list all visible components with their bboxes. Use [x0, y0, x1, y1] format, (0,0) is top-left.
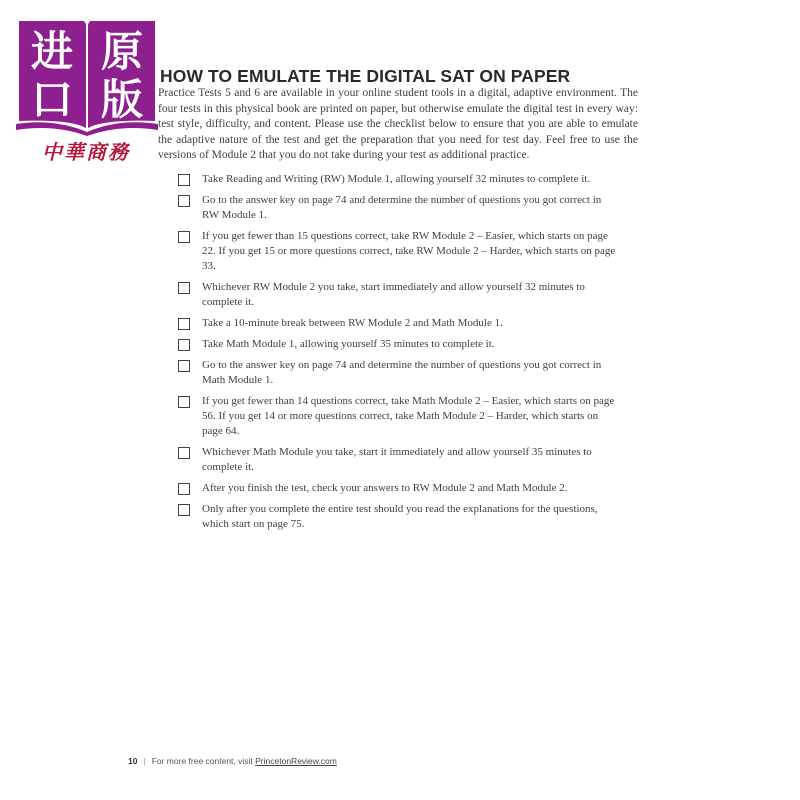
checklist-item — [178, 445, 618, 475]
checkbox[interactable] — [178, 339, 190, 351]
checklist-item-text: Take Reading and Writing (RW) Module 1, allowing yourself 32 minutes to complete it. — [202, 173, 591, 185]
checkbox[interactable] — [178, 360, 190, 372]
checklist-item-text: Whichever RW Module 2 you take, start immediately and allow yourself 32 minutes to complete it. — [202, 281, 585, 308]
footer-text: For more free content, visit — [151, 756, 256, 766]
checklist-item — [178, 316, 618, 331]
checklist-item-text: Take a 10-minute break between RW Module 2 and Math Module 1. — [202, 317, 503, 329]
page-footer — [128, 756, 337, 766]
badge-char: 原 — [100, 27, 144, 76]
checklist-item-text: If you get fewer than 14 questions correct, take Math Module 2 – Easier, which starts on page 56. If you get 14 or more questions correct, take Math Module 2 – Harder, which starts on page 64. — [202, 395, 615, 437]
checklist-item-text: Go to the answer key on page 74 and determine the number of questions you got correct in RW Module 1. — [202, 194, 602, 221]
checklist-item — [178, 358, 618, 388]
checklist-item-text: Go to the answer key on page 74 and determine the number of questions you got correct in Math Module 1. — [202, 359, 602, 386]
footer-link[interactable]: PrincetonReview.com — [255, 756, 337, 766]
checkbox[interactable] — [178, 195, 190, 207]
intro-paragraph: Practice Tests 5 and 6 are available in your online student tools in a digital, adaptive environment. The four tests in this physical book are printed on paper, but otherwise emulate the digital test in every way: test style, difficulty, and content. Please use the checklist below to ensure that you are able to emulate the adaptive nature of the test and get the preparation that you need for test day. Feel free to use the versions of Module 2 that you do not take during your test as additional practice. — [158, 87, 638, 161]
checkbox[interactable] — [178, 231, 190, 243]
checklist-item — [178, 337, 618, 352]
checklist-item — [178, 193, 618, 223]
checkbox[interactable] — [178, 174, 190, 186]
footer-separator: | — [143, 756, 146, 766]
checkbox[interactable] — [178, 282, 190, 294]
checklist-item — [178, 172, 618, 187]
open-book-logo-icon — [14, 14, 160, 136]
badge-char: 进 — [30, 27, 74, 76]
checklist-item — [178, 229, 618, 274]
checklist-item — [178, 502, 618, 532]
checklist-item — [178, 394, 618, 439]
checklist-item-text: Whichever Math Module you take, start it immediately and allow yourself 35 minutes to complete it. — [202, 446, 592, 473]
page-title: HOW TO EMULATE THE DIGITAL SAT ON PAPER — [160, 66, 571, 86]
checklist — [178, 172, 618, 538]
checkbox[interactable] — [178, 483, 190, 495]
checkbox[interactable] — [178, 318, 190, 330]
checkbox[interactable] — [178, 447, 190, 459]
checkbox[interactable] — [178, 504, 190, 516]
badge-char: 口 — [30, 75, 74, 124]
badge-subtitle: 中華商務 — [42, 140, 130, 164]
badge-char: 版 — [100, 75, 144, 124]
checkbox[interactable] — [178, 396, 190, 408]
checklist-item-text: Take Math Module 1, allowing yourself 35 minutes to complete it. — [202, 338, 495, 350]
import-original-badge — [14, 14, 160, 136]
checklist-item-text: If you get fewer than 15 questions correct, take RW Module 2 – Easier, which starts on page 22. If you get 15 or more questions correct, take RW Module 2 – Harder, which starts on page 33. — [202, 230, 616, 272]
checklist-item — [178, 481, 618, 496]
checklist-item-text: Only after you complete the entire test should you read the explanations for the questions, which start on page 75. — [202, 503, 598, 530]
checklist-item-text: After you finish the test, check your answers to RW Module 2 and Math Module 2. — [202, 482, 568, 494]
page-number: 10 — [128, 756, 138, 766]
checklist-item — [178, 280, 618, 310]
